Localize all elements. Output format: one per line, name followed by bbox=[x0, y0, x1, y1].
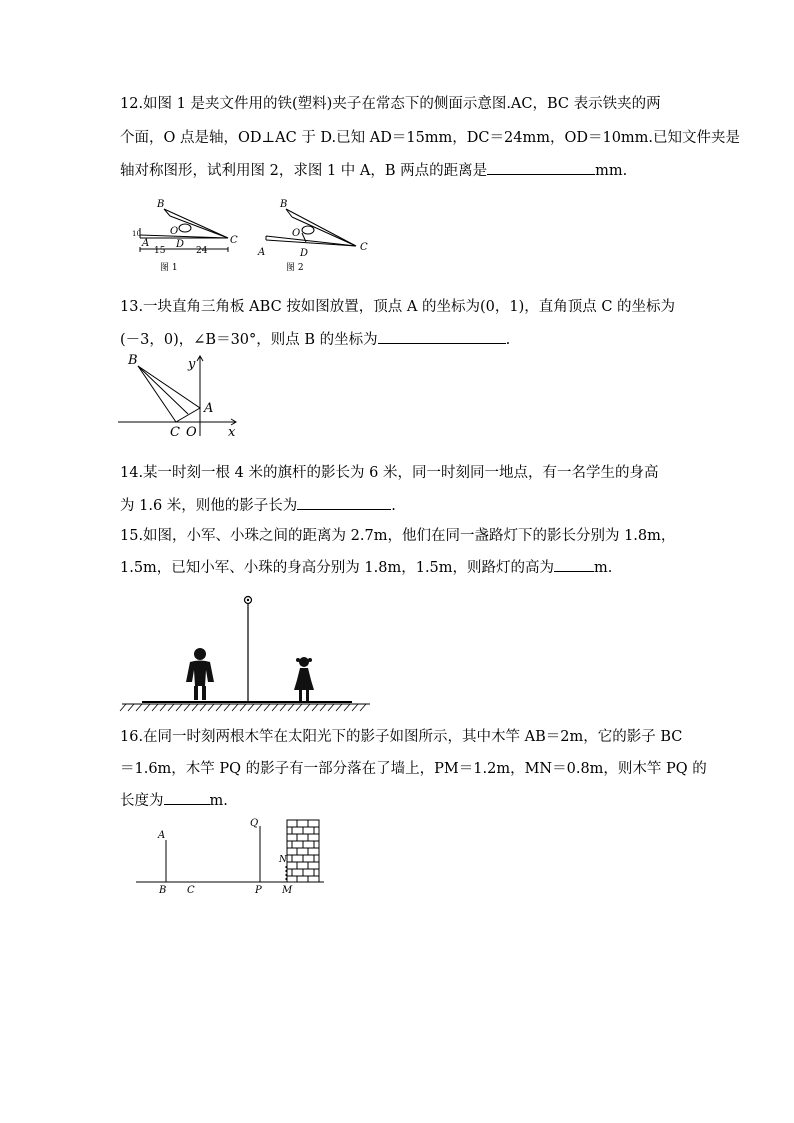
q12-fig2-label-b: B bbox=[280, 199, 288, 210]
q12-fig1-label-b: B bbox=[157, 199, 165, 210]
q12-fig2-label-a: A bbox=[258, 247, 266, 258]
q14-line2-end: . bbox=[391, 498, 396, 514]
q16-label-q: Q bbox=[250, 818, 259, 829]
q16-label-p: P bbox=[255, 885, 262, 896]
q12-fig1-label-c: C bbox=[230, 235, 238, 246]
q12-fig2-caption: 图 2 bbox=[286, 263, 304, 273]
q12-fig1-od-length: 10 bbox=[132, 230, 141, 238]
q13-line2-end: . bbox=[505, 332, 511, 348]
q16-answer-blank bbox=[164, 790, 210, 805]
q16-line3 bbox=[120, 790, 228, 811]
girl-figure-icon bbox=[294, 657, 314, 701]
q12-fig2-label-c: C bbox=[360, 242, 368, 253]
q16-poles-wall-figure bbox=[134, 814, 328, 896]
q14-answer-blank bbox=[297, 495, 391, 510]
q13-answer-blank bbox=[378, 329, 506, 344]
q13-coordinate-figure bbox=[116, 350, 246, 442]
q16-label-n: N bbox=[279, 855, 287, 865]
q16-line3-text: 长度为 bbox=[120, 793, 164, 809]
q12-fig2-label-o: O bbox=[292, 228, 301, 239]
q12-figure-1 bbox=[128, 196, 248, 274]
q12-answer-blank bbox=[487, 160, 595, 175]
q12-line3 bbox=[120, 160, 627, 181]
q12-line3-text: 轴对称图形，试利用图 2，求图 1 中 A，B 两点的距离是 bbox=[120, 163, 488, 179]
q15-line1: 15.如图，小军、小珠之间的距离为 2.7m，他们在同一盏路灯下的影长分别为 1.8m， bbox=[120, 528, 676, 544]
q14-line2 bbox=[120, 495, 396, 516]
q12-fig1-dc-length: 24 bbox=[196, 246, 208, 256]
q13-label-a: A bbox=[204, 401, 214, 416]
q15-line2-text: 1.5m，已知小军、小珠的身高分别为 1.8m，1.5m，则路灯的高为 bbox=[120, 560, 555, 576]
q12-fig1-ad-length: 15 bbox=[154, 246, 166, 256]
q12-line3-unit: mm. bbox=[595, 163, 628, 179]
q12-fig1-label-a: A bbox=[142, 238, 150, 249]
q13-label-c: C bbox=[170, 425, 180, 440]
q13-label-o: O bbox=[186, 425, 197, 440]
q12-fig1-caption: 图 1 bbox=[160, 263, 178, 273]
q13-line1: 13.一块直角三角板 ABC 按如图放置，顶点 A 的坐标为(0，1)，直角顶点 C 的坐标为 bbox=[120, 299, 676, 315]
q12-fig1-label-o: O bbox=[170, 226, 179, 237]
q12-fig1-label-d: D bbox=[176, 239, 185, 250]
q15-line2-unit: m. bbox=[594, 560, 613, 576]
q13-line2-text: (－3，0)，∠B＝30°，则点 B 的坐标为 bbox=[120, 332, 378, 348]
q14-line2-text: 为 1.6 米，则他的影子长为 bbox=[120, 498, 298, 514]
q12-figure-2 bbox=[256, 196, 376, 274]
q12-line1: 12.如图 1 是夹文件用的铁(塑料)夹子在常态下的侧面示意图.AC，BC 表示铁夹的两 bbox=[120, 96, 661, 112]
q16-label-a: A bbox=[158, 830, 166, 841]
boy-figure-icon bbox=[186, 648, 214, 700]
q13-line2 bbox=[120, 329, 510, 350]
q12-fig2-label-d: D bbox=[300, 248, 309, 259]
q15-line2 bbox=[120, 557, 612, 578]
q15-streetlight-figure bbox=[118, 590, 372, 716]
q14-line1: 14.某一时刻一根 4 米的旗杆的影长为 6 米，同一时刻同一地点，有一名学生的身高 bbox=[120, 465, 659, 481]
q16-label-m: M bbox=[282, 885, 293, 896]
q16-label-c: C bbox=[187, 885, 195, 896]
q12-line2: 个面，O 点是轴，OD⊥AC 于 D.已知 AD＝15mm，DC＝24mm，OD＝10mm.已知文件夹是 bbox=[120, 130, 741, 146]
q16-line2: ＝1.6m，木竿 PQ 的影子有一部分落在了墙上，PM＝1.2m，MN＝0.8m，则木竿 PQ 的 bbox=[120, 761, 707, 777]
q13-label-x: x bbox=[228, 425, 236, 440]
q16-label-b: B bbox=[159, 885, 167, 896]
q13-label-b: B bbox=[128, 353, 138, 368]
q13-label-y: y bbox=[188, 357, 196, 372]
q16-line3-unit: m. bbox=[209, 793, 228, 809]
q15-answer-blank bbox=[554, 557, 594, 572]
q16-line1: 16.在同一时刻两根木竿在太阳光下的影子如图所示，其中木竿 AB＝2m，它的影子 BC bbox=[120, 729, 683, 745]
